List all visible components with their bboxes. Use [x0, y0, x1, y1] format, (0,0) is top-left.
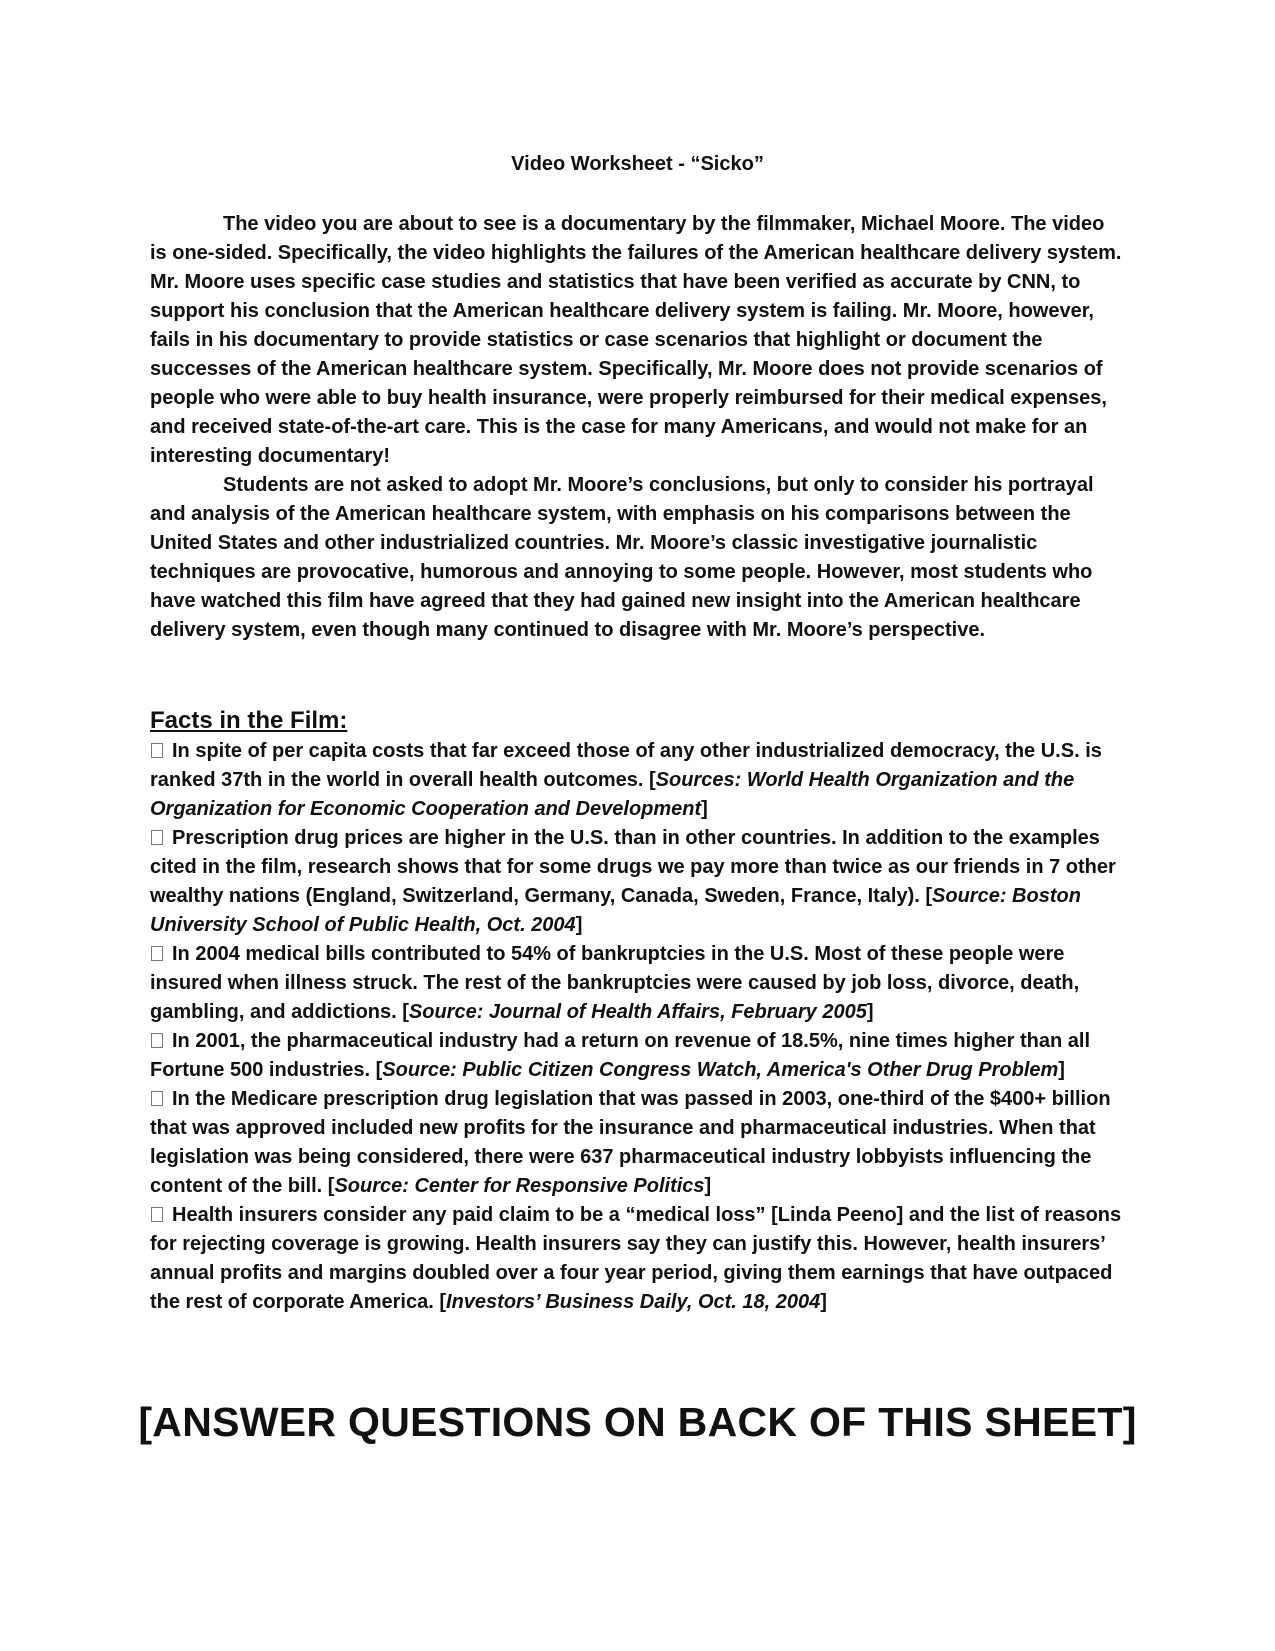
page-title: Video Worksheet - “Sicko”	[511, 153, 764, 175]
fact-bracket: ]	[704, 1175, 712, 1197]
fact-bracket: ]	[701, 798, 708, 820]
facts-list	[150, 737, 1125, 1317]
fact-item	[150, 940, 1125, 1027]
checkbox-icon	[151, 1091, 163, 1106]
fact-item	[150, 1085, 1125, 1201]
fact-source: Source: Center for Responsive Politics	[334, 1175, 705, 1197]
fact-text: In the Medicare prescription drug legislation that was passed in 2003, one-third of the $400+ billion that was approved included new profits for the insurance and pharmaceutical industries. When that legislation was being considered, there were 637 pharmaceutical industry lobbyists influencing the content of the bill. [	[150, 1088, 1111, 1197]
intro-paragraph: The video you are about to see is a documentary by the filmmaker, Michael Moore. The video is one-sided. Specifically, the video highlights the failures of the American healthcare delivery system. Mr. Moore uses specific case studies and statistics that have been verified as accurate by CNN, to support his conclusion that the American healthcare delivery system is failing. Mr. Moore, however, fails in his documentary to provide statistics or case scenarios that highlight or document the successes of the American healthcare system. Specifically, Mr. Moore does not provide scenarios of people who were able to buy health insurance, were properly reimbursed for their medical expenses, and received state-of-the-art care. This is the case for many Americans, and would not make for an interesting documentary!	[150, 213, 1122, 467]
fact-item	[150, 824, 1125, 940]
fact-bracket: ]	[820, 1291, 827, 1313]
fact-source: Source: Journal of Health Affairs, February 2005	[408, 1001, 867, 1023]
intro-section	[150, 210, 1122, 645]
checkbox-icon	[151, 830, 163, 845]
fact-bracket: ]	[1058, 1059, 1065, 1081]
fact-source: Source: Boston University School of Public Health, Oct. 2004	[150, 885, 1081, 936]
checkbox-icon	[151, 1207, 163, 1222]
fact-item	[150, 1027, 1125, 1085]
intro-paragraph: Students are not asked to adopt Mr. Moore’s conclusions, but only to consider his portrayal and analysis of the American healthcare system, with emphasis on his comparisons between the United States and other industrialized countries. Mr. Moore’s classic investigative journalistic techniques are provocative, humorous and annoying to some people. However, most students who have watched this film have agreed that they had gained new insight into the American healthcare delivery system, even though many continued to disagree with Mr. Moore’s perspective.	[150, 474, 1094, 641]
fact-bracket: ]	[575, 914, 583, 936]
fact-source: Sources: World Health Organization and the Organization for Economic Cooperation and Development	[150, 769, 1075, 820]
facts-heading: Facts in the Film:	[150, 707, 348, 734]
checkbox-icon	[151, 946, 163, 961]
fact-source: Source: Public Citizen Congress Watch, America's Other Drug Problem	[382, 1059, 1059, 1081]
fact-item	[150, 737, 1125, 824]
fact-text: Prescription drug prices are higher in the U.S. than in other countries. In addition to the examples cited in the film, research shows that for some drugs we pay more than twice as our friends in 7 other wealthy nations (England, Switzerland, Germany, Canada, Sweden, France, Italy). [	[150, 827, 1116, 907]
fact-text: In spite of per capita costs that far exceed those of any other industrialized democracy, the U.S. is ranked 37th in the world in overall health outcomes. [	[150, 740, 1102, 791]
answer-instruction: [ANSWER QUESTIONS ON BACK OF THIS SHEET]	[138, 1399, 1137, 1445]
fact-text: In 2001, the pharmaceutical industry had a return on revenue of 18.5%, nine times higher than all Fortune 500 industries. [	[150, 1030, 1091, 1081]
checkbox-icon	[151, 743, 163, 758]
fact-text: Health insurers consider any paid claim to be a “medical loss” [Linda Peeno] and the list of reasons for rejecting coverage is growing. Health insurers say they can justify this. However, health insurers’ annual profits and margins doubled over a four year period, giving them earnings that have outpaced the rest of corporate America. [	[150, 1204, 1122, 1313]
fact-bracket: ]	[866, 1001, 874, 1023]
fact-item	[150, 1201, 1125, 1317]
checkbox-icon	[151, 1033, 163, 1048]
fact-text: In 2004 medical bills contributed to 54% of bankruptcies in the U.S. Most of these people were insured when illness struck. The rest of the bankruptcies were caused by job loss, divorce, death, gambling, and addictions. [	[150, 943, 1080, 1023]
fact-source: Investors’ Business Daily, Oct. 18, 2004	[446, 1291, 821, 1313]
